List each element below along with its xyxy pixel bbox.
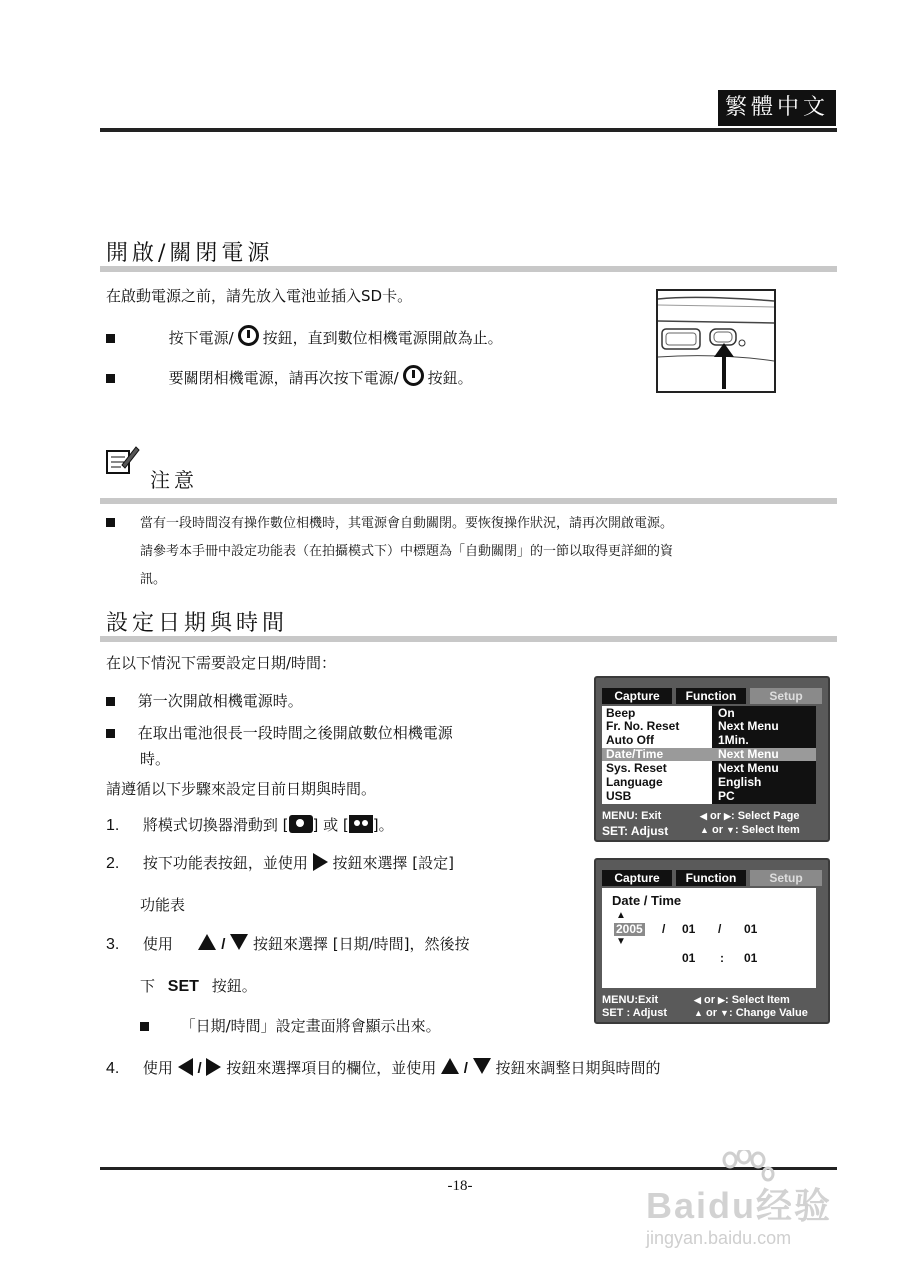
bullet-square-icon <box>106 697 115 706</box>
datetime-intro: 在以下情況下需要設定日期/時間： <box>106 654 337 672</box>
section-rule-datetime <box>100 636 837 642</box>
step-2-cont: 功能表 <box>140 896 186 914</box>
bullet-square-icon <box>140 1022 149 1031</box>
section-rule-power <box>100 266 837 272</box>
lcd-tab-capture: Capture <box>602 688 672 704</box>
lcd-row-value: 1Min. <box>718 733 749 747</box>
lcd-month-field: 01 <box>682 922 696 936</box>
lcd-footer-text: : Select Item <box>734 824 800 836</box>
bullet-square-icon <box>106 374 115 383</box>
lcd-footer-text: : Change Value <box>728 1007 808 1019</box>
lcd-tab-function: Function <box>676 870 746 886</box>
left-arrow-icon: ◀ <box>700 811 707 821</box>
note-rule <box>100 498 837 504</box>
camera-power-button-illustration <box>656 289 776 393</box>
lcd-tabs <box>602 870 822 886</box>
bullet-text: 第一次開啟相機電源時。 <box>137 692 303 710</box>
note-line: 訊。 <box>140 572 167 587</box>
set-key-label: SET <box>167 978 199 995</box>
step-text: 按鈕來選擇項目的欄位，並使用 <box>226 1059 437 1077</box>
step-text: 下 <box>140 977 156 995</box>
step-3-sub <box>140 1015 441 1037</box>
lcd-row-value: Next Menu <box>718 761 779 775</box>
right-arrow-icon: ▶ <box>724 811 731 821</box>
datetime-bullet-2-cont: 時。 <box>140 750 171 768</box>
datetime-bullet-2 <box>106 722 453 744</box>
lcd-footer-menu: MENU: Exit <box>602 810 662 822</box>
lcd-row-label-selected: Date/Time <box>606 747 664 761</box>
bullet-square-icon <box>106 518 115 527</box>
lcd-sep: / <box>718 922 722 936</box>
header-rule <box>100 128 837 132</box>
lcd-date-time <box>594 858 830 1024</box>
step-1 <box>106 814 394 837</box>
left-arrow-icon: ◀ <box>694 995 701 1005</box>
up-arrow-icon: ▲ <box>616 910 626 921</box>
power-bullet-1 <box>106 325 646 349</box>
lcd-tabs <box>602 688 822 704</box>
step-3 <box>106 933 470 956</box>
lcd-row-label: Auto Off <box>606 733 654 747</box>
lcd-or: or <box>705 1007 717 1019</box>
datetime-bullet-1 <box>106 690 303 712</box>
bullet-square-icon <box>106 729 115 738</box>
lcd-tab-setup: Setup <box>750 870 822 886</box>
lcd-row-value: English <box>718 775 762 789</box>
lcd-tab-function: Function <box>676 688 746 704</box>
lcd-minute-field: 01 <box>744 951 758 965</box>
left-arrow-icon <box>178 1058 193 1076</box>
section-title-datetime: 設定日期與時間 <box>106 611 289 636</box>
lcd-footer-nav <box>694 994 790 1006</box>
watermark-brand: Baidu经验 <box>646 1185 833 1226</box>
power-intro: 在啟動電源之前，請先放入電池並插入SD卡。 <box>106 287 413 305</box>
power-bullet-2 <box>106 365 646 389</box>
step-number: 4. <box>106 1060 120 1077</box>
bullet-square-icon <box>106 334 115 343</box>
lcd-row-value: PC <box>718 789 735 803</box>
note-line: 當有一段時間沒有操作數位相機時，其電源會自動關閉。要恢復操作狀況，請再次開啟電源。 <box>140 516 674 531</box>
step-text: 將模式切換器滑動到 [ <box>142 816 289 834</box>
lcd-colon: : <box>720 951 724 965</box>
down-arrow-icon: ▼ <box>726 825 735 835</box>
lcd-year-field: 2005 <box>616 922 643 936</box>
note-text <box>140 510 840 594</box>
lcd-tab-capture: Capture <box>602 870 672 886</box>
step-text: ] 或 [ <box>312 816 349 834</box>
step-number: 2. <box>106 855 120 872</box>
down-arrow-icon: ▼ <box>616 936 626 947</box>
step-3-cont <box>140 975 257 998</box>
lcd-row-value: On <box>718 706 735 720</box>
lcd-day-field: 01 <box>744 922 758 936</box>
right-arrow-icon: ▶ <box>718 995 725 1005</box>
lcd-footer-set: SET: Adjust <box>602 824 669 838</box>
lcd-tab-setup: Setup <box>750 688 822 704</box>
lcd-row-label: Beep <box>606 706 636 720</box>
lcd-sep: / <box>662 922 666 936</box>
right-arrow-icon <box>206 1058 221 1076</box>
step-text: 使用 <box>142 1059 173 1077</box>
down-arrow-icon <box>230 934 248 950</box>
lcd-footer-nav <box>694 1007 808 1019</box>
bullet-text: 在取出電池很長一段時間之後開啟數位相機電源 <box>137 724 453 742</box>
step-text: 「日期/時間」設定畫面將會顯示出來。 <box>180 1017 441 1035</box>
lcd-row-label: Sys. Reset <box>606 761 667 775</box>
page-number: -18- <box>447 1178 473 1194</box>
step-number: 1. <box>106 817 120 834</box>
down-arrow-icon: ▼ <box>720 1008 729 1018</box>
power-icon <box>403 365 424 386</box>
camera-mode-icon <box>289 815 313 833</box>
lcd-row-value-selected: Next Menu <box>718 747 779 761</box>
step-text: 按下功能表按鈕，並使用 <box>142 854 308 872</box>
step-text: 按鈕來選擇 [日期/時間]，然後按 <box>253 935 470 953</box>
note-bullet <box>106 512 115 534</box>
down-arrow-icon <box>473 1058 491 1074</box>
step-text: ]。 <box>372 816 394 834</box>
bullet-text: 按鈕。 <box>427 369 473 387</box>
lcd-footer-menu: MENU:Exit <box>602 994 659 1006</box>
bullet-text: 按下電源/ <box>168 329 234 347</box>
section-title-power: 開啟/關閉電源 <box>106 241 274 266</box>
up-arrow-icon: ▲ <box>694 1008 703 1018</box>
slash: / <box>197 1060 202 1077</box>
camera-top-icon <box>658 291 774 391</box>
lcd-row-label: Fr. No. Reset <box>606 719 680 733</box>
lcd-footer-set: SET : Adjust <box>602 1007 667 1019</box>
power-icon <box>238 325 259 346</box>
lcd-footer-nav <box>700 824 800 836</box>
steps-intro: 請遵循以下步驟來設定目前日期與時間。 <box>106 780 377 798</box>
bullet-text: 按鈕，直到數位相機電源開啟為止。 <box>262 329 503 347</box>
step-number: 3. <box>106 936 120 953</box>
lcd-row-label: USB <box>606 789 632 803</box>
step-2 <box>106 852 454 875</box>
step-4 <box>106 1057 846 1080</box>
lcd-footer-text: : Select Item <box>724 994 790 1006</box>
step-text: 按鈕。 <box>211 977 257 995</box>
lcd-date-heading: Date / Time <box>612 893 682 908</box>
lcd-or: or <box>703 994 715 1006</box>
right-arrow-icon <box>313 853 328 871</box>
slash: / <box>463 1060 468 1077</box>
watermark-url: jingyan.baidu.com <box>646 1228 792 1248</box>
up-arrow-icon <box>198 934 216 950</box>
up-arrow-icon <box>441 1058 459 1074</box>
note-line: 請參考本手冊中設定功能表（在拍攝模式下）中標題為「自動關閉」的一節以取得更詳細的資 <box>140 544 674 559</box>
video-mode-icon <box>349 815 373 833</box>
step-text: 按鈕來選擇 [設定] <box>332 854 454 872</box>
language-tag: 繁體中文 <box>718 90 836 126</box>
step-text: 使用 <box>142 935 173 953</box>
baidu-watermark <box>640 1150 850 1260</box>
lcd-setup-menu <box>594 676 830 842</box>
lcd-or: or <box>709 810 721 822</box>
lcd-row-label: Language <box>606 775 663 789</box>
slash: / <box>221 936 226 953</box>
bullet-text: 要關閉相機電源，請再次按下電源/ <box>168 369 399 387</box>
note-pencil-icon <box>104 443 140 477</box>
up-arrow-icon: ▲ <box>700 825 709 835</box>
lcd-footer-nav <box>700 810 799 822</box>
step-text: 按鈕來調整日期與時間的 <box>495 1059 661 1077</box>
lcd-or: or <box>711 824 723 836</box>
lcd-row-value: Next Menu <box>718 719 779 733</box>
lcd-footer-text: : Select Page <box>730 810 800 822</box>
note-title: 注意 <box>150 468 198 492</box>
lcd-hour-field: 01 <box>682 951 696 965</box>
